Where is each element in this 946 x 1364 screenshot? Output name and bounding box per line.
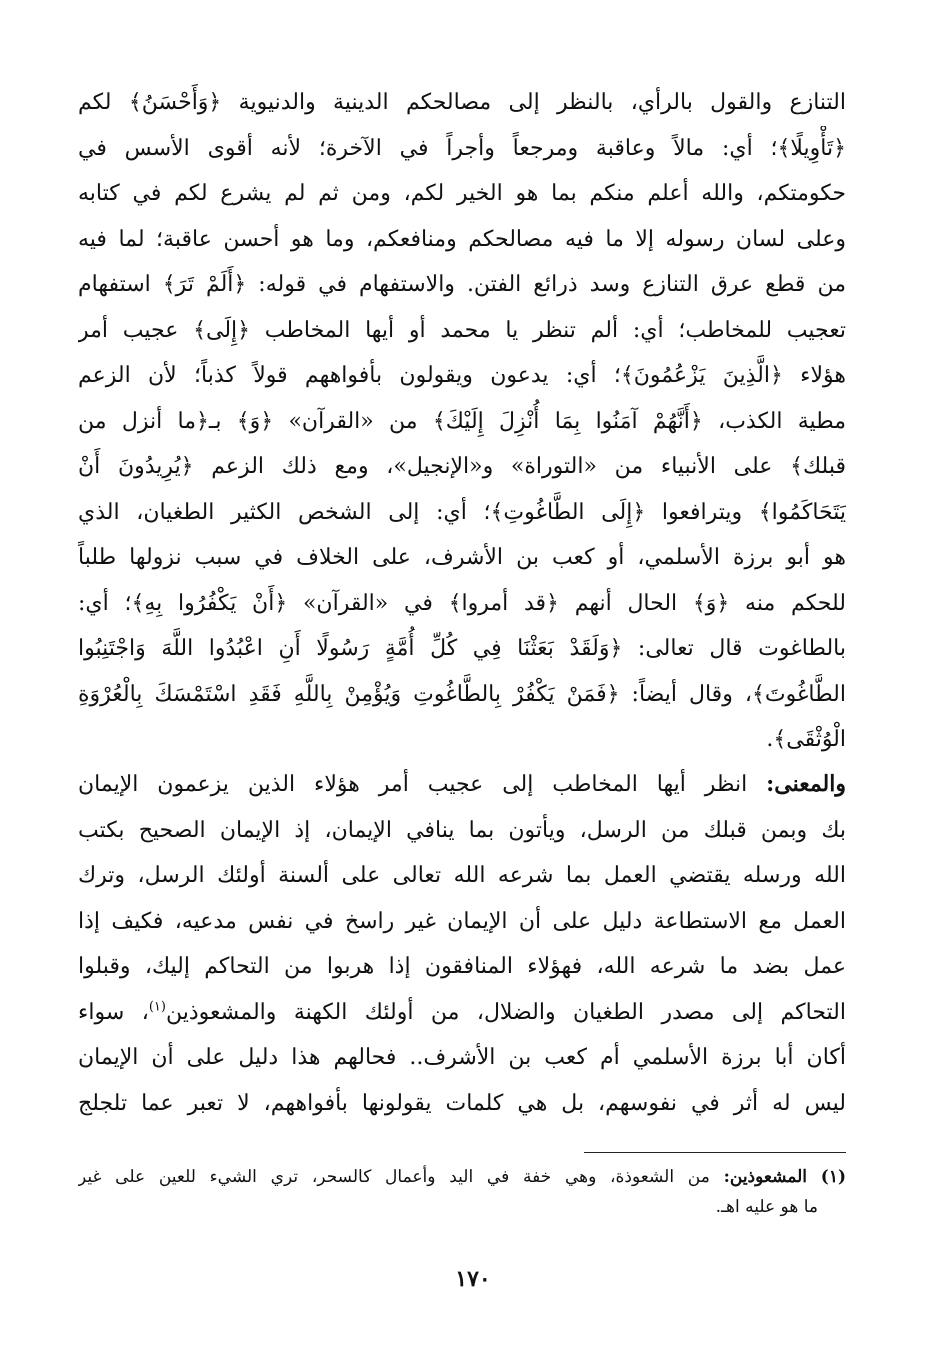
text-line: ليس له أثر في نفوسهم، بل هي كلمات يقولونها بأفواههم، لا تعبر عما تلجلج [78,1090,846,1116]
text-line: حكومتكم، والله أعلم منكم بما هو الخير لكم، ومن ثم لم يشرع لكم في كتابه [78,181,846,206]
footnote-reference: (١) [148,999,166,1015]
text-line [78,990,846,1036]
text-line: بك وبمن قبلك من الرسل، ويأتون بما ينافي الإيمان، إذ الإيمان الصحيح بكتب [78,817,846,843]
text-span: التحاكم إلى مصدر الطغيان والضلال، من أولئك الكهنة والمشعوذين [165,999,846,1025]
text-line: الله ورسله يقتضي العمل بما شرعه الله تعالى على ألسنة أولئك الرسل، وترك [78,863,846,888]
text-span: ، سواء [78,999,149,1025]
footnote-number: (١) [820,1167,846,1187]
footnote-line [78,1162,846,1192]
text-line: ﴿تَأْوِيلًا﴾؛ أي: مالاً وعاقبة ومرجعاً وأجراً في الآخرة؛ لأنه أقوى الأسس في [78,135,846,161]
text-line: الْوُثْقَى﴾. [766,727,846,752]
text-line: عمل بضد ما شرعه الله، فهؤلاء المنافقون إذا هربوا من التحاكم إليك، وقبلوا [78,954,846,979]
paragraph-commentary [78,80,846,763]
footnote-text: من الشعوذة، وهي خفة في اليد وأعمال كالسحر، تري الشيء للعين على غير [78,1167,724,1187]
footnote-term: المشعوذين: [723,1167,808,1187]
text-line: مطية الكذب، ﴿أَنَّهُمْ آمَنُوا بِمَا أُنْزِلَ إِلَيْكَ﴾ من «القرآن» ﴿وَ﴾ بـ﴿ما أنزل من [78,408,846,434]
text-line: من قطع عرق التنازع وسد ذرائع الفتن. والاستفهام في قوله: ﴿أَلَمْ تَرَ﴾ استفهام [78,272,846,297]
text-line: أكان أبا برزة الأسلمي أم كعب بن الأشرف.. فحالهم هذا دليل على أن الإيمان [78,1045,846,1070]
text-line: هو أبو برزة الأسلمي، أو كعب بن الأشرف، على الخلاف في سبب نزولها طلباً [78,545,846,570]
text-span: انظر أيها المخاطب إلى عجيب أمر هؤلاء الذين يزعمون الإيمان [78,772,767,797]
footnote-line: ما هو عليه اهـ. [715,1197,818,1217]
text-line: قبلك﴾ على الأنبياء من «التوراة» و«الإنجيل»، ومع ذلك الزعم ﴿يُرِيدُونَ أَنْ [78,454,846,479]
text-line: التنازع والقول بالرأي، بالنظر إلى مصالحكم الدينية والدنيوية ﴿وَأَحْسَنُ﴾ لكم [78,90,846,115]
text-line [78,762,846,808]
text-line: وعلى لسان رسوله إلا ما فيه مصالحكم ومنافعكم، وما هو أحسن عاقبة؛ لما فيه [78,226,846,252]
footnote [78,1162,846,1222]
text-line: يَتَحَاكَمُوا﴾ ويترافعوا ﴿إِلَى الطَّاغُوتِ﴾؛ أي: إلى الشخص الكثير الطغيان، الذي [78,499,846,525]
page-number: ١٧٠ [455,1266,491,1292]
footnote-separator [584,1152,846,1153]
text-line: الطَّاغُوتَ﴾، وقال أيضاً: ﴿فَمَنْ يَكْفُرْ بِالطَّاغُوتِ وَيُؤْمِنْ بِاللَّهِ فَقَدِ اسْتَمْسَكَ بِالْعُرْوَةِ [78,681,846,707]
text-line: بالطاغوت قال تعالى: ﴿وَلَقَدْ بَعَثْنَا فِي كُلِّ أُمَّةٍ رَسُولًا أَنِ اعْبُدُوا اللَّهَ وَاجْتَنِبُوا [78,636,846,661]
meaning-heading: والمعنى: [766,771,846,797]
text-line: تعجيب للمخاطب؛ أي: ألم تنظر يا محمد أو أيها المخاطب ﴿إِلَى﴾ عجيب أمر [78,317,846,343]
text-line: هؤلاء ﴿الَّذِينَ يَزْعُمُونَ﴾؛ أي: يدعون ويقولون بأفواههم قولاً كذباً؛ لأن الزعم [78,363,846,388]
text-line: العمل مع الاستطاعة دليل على أن الإيمان غير راسخ في نفس مدعيه، فكيف إذا [78,908,846,934]
paragraph-meaning [78,762,846,1126]
text-line: للحكم منه ﴿وَ﴾ الحال أنهم ﴿قد أمروا﴾ في «القرآن» ﴿أَنْ يَكْفُرُوا بِهِ﴾؛ أي: [78,590,846,616]
